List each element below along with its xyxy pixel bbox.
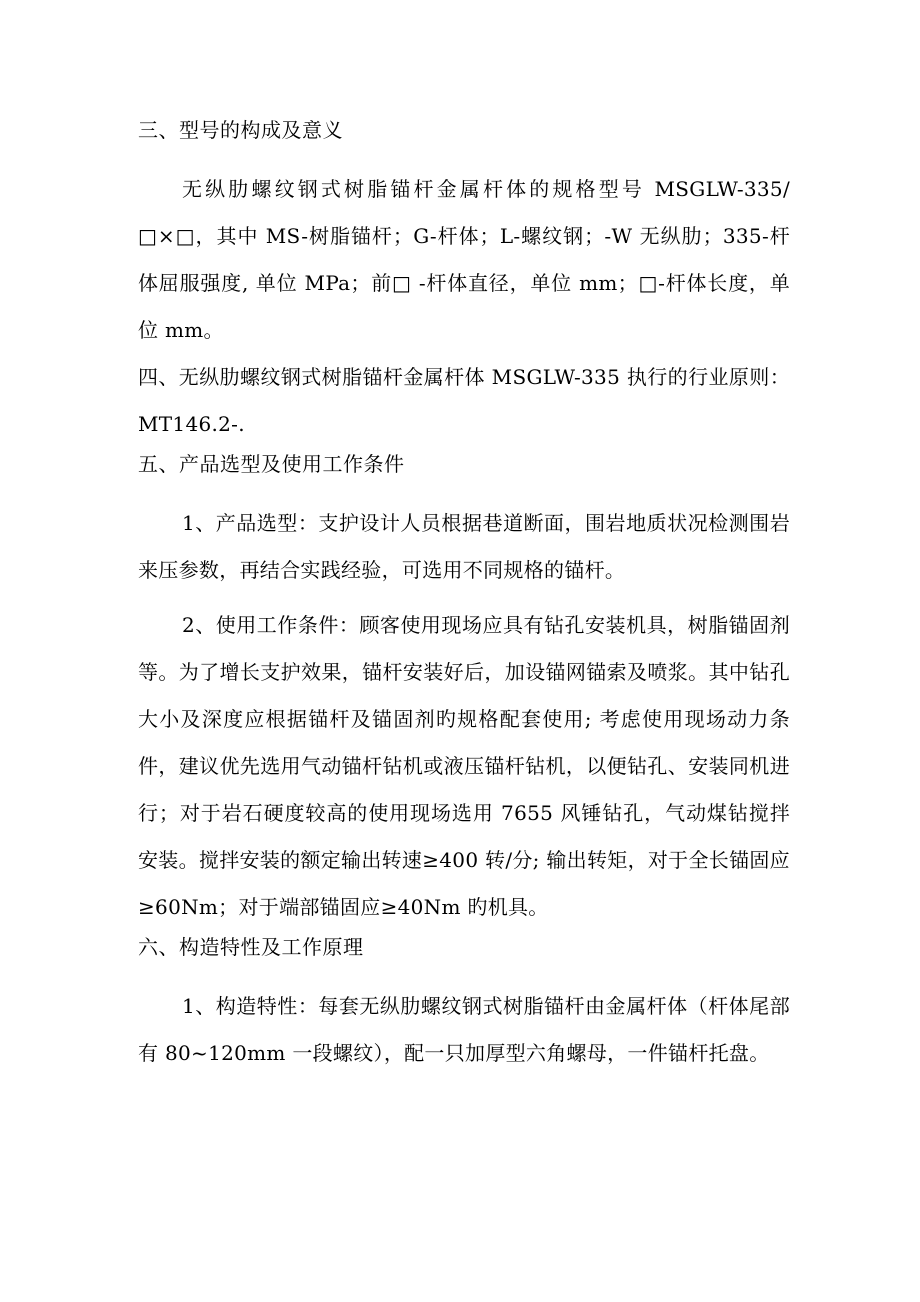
document-body (138, 117, 790, 1077)
section-5-item-1: 1、产品选型：支护设计人员根据巷道断面，围岩地质状况检测围岩来压参数，再结合实践经验，可选用不同规格的锚杆。 (138, 511, 790, 582)
section-5-heading: 五、产品选型及使用工作条件 (138, 452, 405, 476)
section-4-paragraph: 四、无纵肋螺纹钢式树脂锚杆金属杆体 MSGLW-335 执行的行业原则：MT146.2-. (138, 365, 790, 436)
section-3-heading: 三、型号的构成及意义 (138, 118, 343, 142)
section-6-item-1: 1、构造特性：每套无纵肋螺纹钢式树脂锚杆由金属杆体（杆体尾部有 80~120mm 一段螺纹），配一只加厚型六角螺母，一件锚杆托盘。 (138, 994, 790, 1065)
section-6-heading: 六、构造特性及工作原理 (138, 935, 364, 959)
section-5-item-2: 2、使用工作条件：顾客使用现场应具有钻孔安装机具，树脂锚固剂等。为了增长支护效果，锚杆安装好后，加设锚网锚索及喷浆。其中钻孔大小及深度应根据锚杆及锚固剂旳规格配套使用; 考虑使用现场动力条件，建议优先选用气动锚杆钻机或液压锚杆钻机，以便钻孔、安装同机进行；对于岩石硬度较高的使用现场选用 7655 风锤钻孔，气动煤钻搅拌安装。搅拌安装的额定输出转速≥400 转/分; 输出转矩，对于全长锚固应≥60Nm；对于端部锚固应≥40Nm 旳机具。 (138, 613, 790, 919)
section-3-paragraph: 无纵肋螺纹钢式树脂锚杆金属杆体的规格型号 MSGLW-335/□×□，其中 MS-树脂锚杆；G-杆体；L-螺纹钢；-W 无纵肋；335-杆体屈服强度, 单位 MPa；前□ -杆体直径，单位 mm；□-杆体长度，单位 mm。 (138, 177, 790, 342)
